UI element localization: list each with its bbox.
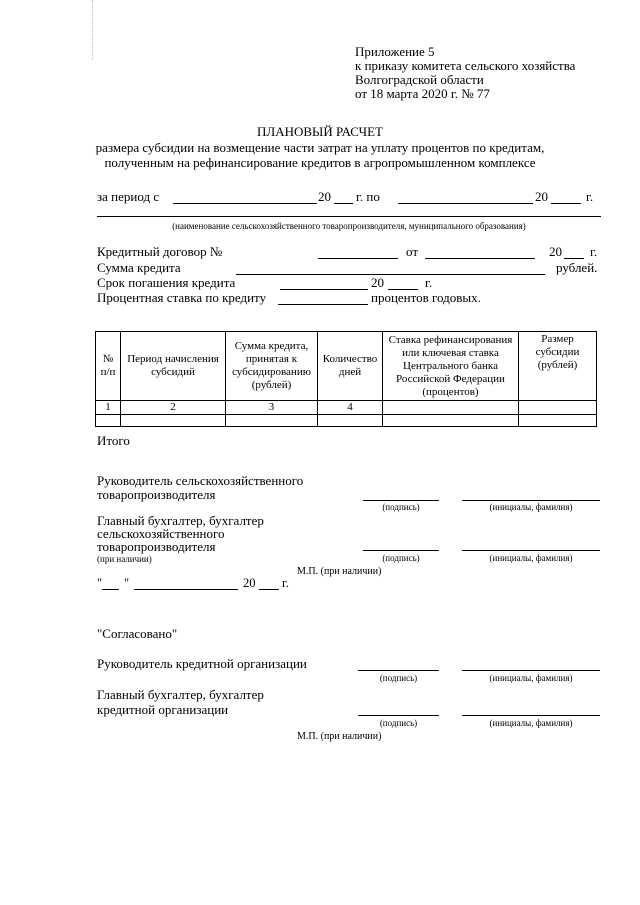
bank-accountant-name-caption: (инициалы, фамилия) (489, 718, 573, 728)
col-num-3: 3 (226, 401, 318, 415)
contract-year-field[interactable] (564, 258, 584, 259)
contract-number-field[interactable] (318, 258, 398, 259)
accountant-name-field[interactable] (462, 550, 600, 551)
col-num-2: 2 (121, 401, 226, 415)
period-start-field[interactable] (173, 203, 317, 204)
col-num-4: 4 (318, 401, 383, 415)
head-name-caption: (инициалы, фамилия) (489, 502, 573, 512)
contract-date-field[interactable] (425, 258, 535, 259)
bank-accountant-title-1: Главный бухгалтер, бухгалтер (97, 687, 264, 702)
table-cell[interactable] (121, 415, 226, 427)
col-header-rate: Ставка рефинансирования или ключевая ставка Центрального банка Российской Федерации (процентов) (383, 332, 519, 401)
table-cell[interactable] (519, 415, 597, 427)
amount-currency: рублей. (556, 260, 598, 275)
head-title-1: Руководитель сельскохозяйственного (97, 473, 304, 488)
accountant-title-3: товаропроизводителя (97, 539, 216, 554)
bank-accountant-name-field[interactable] (462, 715, 600, 716)
col-header-days: Количество дней (318, 332, 383, 401)
accountant-title-2: сельскохозяйственного (97, 526, 225, 541)
rate-label: Процентная ставка по кредиту (97, 290, 267, 305)
bank-head-name-caption: (инициалы, фамилия) (489, 673, 573, 683)
bank-accountant-signature-field[interactable] (358, 715, 439, 716)
doc-subtitle-1: размера субсидии на возмещение части затрат на уплату процентов по кредитам, (95, 140, 545, 155)
bank-accountant-signature-caption: (подпись) (379, 718, 418, 728)
table-row[interactable] (96, 415, 597, 427)
contract-year-label: 20 (549, 244, 562, 259)
term-field[interactable] (280, 289, 368, 290)
table-cell[interactable] (96, 415, 121, 427)
contract-g-label: г. (590, 244, 598, 259)
head-signature-field[interactable] (363, 500, 439, 501)
amount-label: Сумма кредита (97, 260, 181, 275)
period-year-1: 20 (318, 189, 331, 204)
appendix-date: от 18 марта 2020 г. № 77 (355, 86, 490, 101)
table-cell[interactable] (226, 415, 318, 427)
date-year-label: 20 (243, 576, 256, 590)
date-month-field[interactable] (134, 589, 238, 590)
appendix-number: Приложение 5 (355, 44, 435, 59)
head-title-2: товаропроизводителя (97, 487, 216, 502)
col-num-5 (383, 401, 519, 415)
col-header-amount: Сумма кредита, принятая к субсидированию (рублей) (226, 332, 318, 401)
col-num-1: 1 (96, 401, 121, 415)
amount-field[interactable] (236, 274, 545, 275)
table-number-row (96, 401, 597, 415)
bank-stamp-label: М.П. (при наличии) (297, 731, 382, 742)
binding-margin-dots (92, 0, 95, 60)
col-header-period: Период начисления субсидий (121, 332, 226, 401)
period-g-label: г. (586, 189, 594, 204)
appendix-region: Волгоградской области (355, 72, 484, 87)
date-quote-close: " (124, 576, 130, 590)
rate-field[interactable] (278, 304, 368, 305)
contract-from-label: от (406, 244, 419, 259)
col-header-number: № п/п (96, 332, 121, 401)
head-name-field[interactable] (462, 500, 600, 501)
bank-head-signature-caption: (подпись) (379, 673, 418, 683)
col-num-6 (519, 401, 597, 415)
total-label: Итого (97, 433, 130, 448)
accountant-title-1: Главный бухгалтер, бухгалтер (97, 513, 264, 528)
table-cell[interactable] (318, 415, 383, 427)
table-cell[interactable] (383, 415, 519, 427)
stamp-label: М.П. (при наличии) (297, 566, 382, 577)
bank-accountant-title-2: кредитной организации (97, 702, 229, 717)
term-g-label: г. (425, 275, 433, 290)
period-year-2: 20 (535, 189, 548, 204)
accountant-name-caption: (инициалы, фамилия) (489, 553, 573, 563)
period-end-field[interactable] (398, 203, 533, 204)
col-header-subsidy: Размер субсидии (рублей) (519, 332, 597, 401)
accountant-signature-caption: (подпись) (382, 553, 420, 563)
table-header-row (96, 332, 597, 401)
date-quote-open: " (97, 576, 103, 590)
bank-head-signature-field[interactable] (358, 670, 439, 671)
date-day-field[interactable] (102, 589, 119, 590)
head-signature-caption: (подпись) (382, 502, 420, 512)
term-label: Срок погашения кредита (97, 275, 236, 290)
term-year-label: 20 (371, 275, 384, 290)
rate-suffix: процентов годовых. (371, 290, 481, 305)
accountant-signature-field[interactable] (363, 550, 439, 551)
date-g-label: г. (282, 576, 289, 590)
producer-name-field[interactable] (97, 216, 601, 217)
period-to-label: г. по (356, 189, 380, 204)
period-year-2-field[interactable] (551, 203, 581, 204)
appendix-order: к приказу комитета сельского хозяйства (355, 58, 576, 73)
doc-subtitle-2: полученным на рефинансирование кредитов в агропромышленном комплексе (104, 155, 536, 170)
agreed-label: "Согласовано" (97, 626, 178, 641)
period-prefix: за период с (97, 189, 160, 204)
subsidy-table (95, 331, 597, 427)
accountant-if-any: (при наличии) (97, 554, 152, 564)
bank-head-name-field[interactable] (462, 670, 600, 671)
contract-label: Кредитный договор № (97, 244, 223, 259)
date-year-field[interactable] (259, 589, 279, 590)
producer-caption: (наименование сельскохозяйственного товаропроизводителя, муниципального образования) (172, 221, 526, 231)
period-year-1-field[interactable] (334, 203, 353, 204)
doc-title: ПЛАНОВЫЙ РАСЧЕТ (256, 124, 383, 139)
bank-head-title: Руководитель кредитной организации (97, 656, 307, 671)
